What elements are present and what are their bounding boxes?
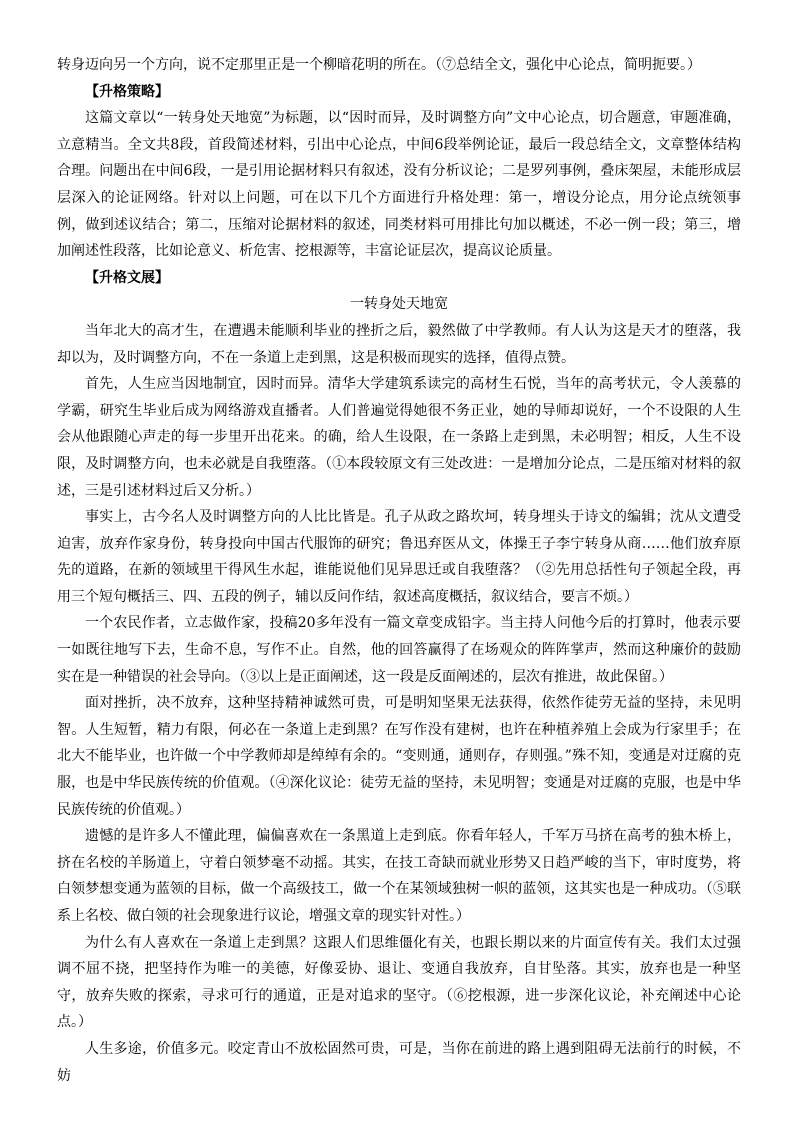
essay-paragraph-8: 人生多途，价值多元。咬定青山不放松固然可贵，可是，当你在前进的路上遇到阻碍无法前行的时候，不妨 <box>57 1040 741 1084</box>
essay-paragraph-2: 首先，人生应当因地制宜，因时而异。清华大学建筑系读完的高材生石悦，当年的高考状元，令人羡慕的学霸，研究生毕业后成为网络游戏直播者。人们普遍觉得她很不务正业，她的导师却说好，一个不设限的人生会从他跟随心声走的每一步里开出花来。的确，给人生设限，在一条路上走到黑，未必明智；相反，人生不设限，及时调整方向，也未必就是自我堕落。（①本段较原文有三处改进：一是增加分论点，二是压缩对材料的叙述，三是引述材料过后又分析。） <box>57 376 741 499</box>
essay-paragraph-1: 当年北大的高才生，在遭遇未能顺利毕业的挫折之后，毅然做了中学教师。有人认为这是天才的堕落，我却以为，及时调整方向，不在一条道上走到黑，这是积极而现实的选择，值得点赞。 <box>57 322 741 366</box>
document-page <box>57 52 741 1089</box>
paragraph-strategy-body: 这篇文章以“一转身处天地宽”为标题，以“因时而异，及时调整方向”文中心论点，切合题意，审题准确，立意精当。全文共8段，首段简述材料，引出中心论点，中间6段举例论证，最后一段总结全文，文章整体结构合理。问题出在中间6段，一是引用论据材料只有叙述，没有分析议论；二是罗列事例，叠床架屋，未能形成层层深入的论证网络。针对以上问题，可在以下几个方面进行升格处理：第一，增设分论点，用分论点统领事例，做到述议结合；第二，压缩对论据材料的叙述，同类材料可用排比句加以概述，不必一例一段；第三，增加阐述性段落，比如论意义、析危害、挖根源等，丰富论证层次，提高议论质量。 <box>57 110 741 260</box>
essay-paragraph-4: 一个农民作者，立志做作家，投稿20多年没有一篇文章变成铅字。当主持人问他今后的打算时，他表示要一如既往地写下去，生命不息，写作不止。自然，他的回答赢得了在场观众的阵阵掌声，然而这种廉价的鼓励实在是一种错误的社会导向。（③以上是正面阐述，这一段是反面阐述的，层次有推进，故此保留。） <box>57 615 741 685</box>
heading-upgrade-strategy: 【升格策略】 <box>85 83 169 100</box>
heading-upgraded-essay: 【升格文展】 <box>85 269 169 286</box>
essay-paragraph-5: 面对挫折，决不放弃，这种坚持精神诚然可贵，可是明知坚果无法获得，依然作徒劳无益的坚持，未见明智。人生短暂，精力有限，何必在一条道上走到黑？在写作没有建树，也许在种植养殖上会成为行家里手；在北大不能毕业，也许做一个中学教师却是绰绰有余的。“变则通，通则存，存则强。”殊不知，变通是对迂腐的克服，也是中华民族传统的价值观。（④深化议论：徒劳无益的坚持，未见明智；变通是对迂腐的克服，也是中华民族传统的价值观。） <box>57 695 741 818</box>
paragraph-conclusion-tail: 转身迈向另一个方向，说不定那里正是一个柳暗花明的所在。（⑦总结全文，强化中心论点，简明扼要。） <box>57 57 701 73</box>
essay-paragraph-6: 遗憾的是许多人不懂此理，偏偏喜欢在一条黑道上走到底。你看年轻人，千军万马挤在高考的独木桥上，挤在名校的羊肠道上，守着白领梦毫不动摇。其实，在技工奇缺而就业形势又日趋严峻的当下，审时度势，将白领梦想变通为蓝领的目标，做一个高级技工，做一个在某领域独树一帜的蓝领，这其实也是一种成功。（⑤联系上名校、做白领的社会现象进行议论，增强文章的现实针对性。） <box>57 828 741 924</box>
essay-paragraph-7: 为什么有人喜欢在一条道上走到黑？这跟人们思维僵化有关，也跟长期以来的片面宣传有关。我们太过强调不屈不挠，把坚持作为唯一的美德，好像妥协、退让、变通自我放弃，自甘坠落。其实，放弃也是一种坚守，放弃失败的探索，寻求可行的通道，正是对追求的坚守。（⑥挖根源，进一步深化议论，补充阐述中心论点。） <box>57 934 741 1031</box>
essay-paragraph-3: 事实上，古今名人及时调整方向的人比比皆是。孔子从政之路坎坷，转身埋头于诗文的编辑；沈从文遭受迫害，放弃作家身份，转身投向中国古代服饰的研究；鲁迅弃医从文，体操王子李宁转身从商……他们放弃原先的道路，在新的领域里干得风生水起，谁能说他们见异思迁或自我堕落？（②先用总括性句子领起全段，再用三个短句概括三、四、五段的例子，辅以反问作结，叙述高度概括，叙议结合，要言不烦。） <box>57 509 741 605</box>
essay-title: 一转身处天地宽 <box>350 296 448 313</box>
